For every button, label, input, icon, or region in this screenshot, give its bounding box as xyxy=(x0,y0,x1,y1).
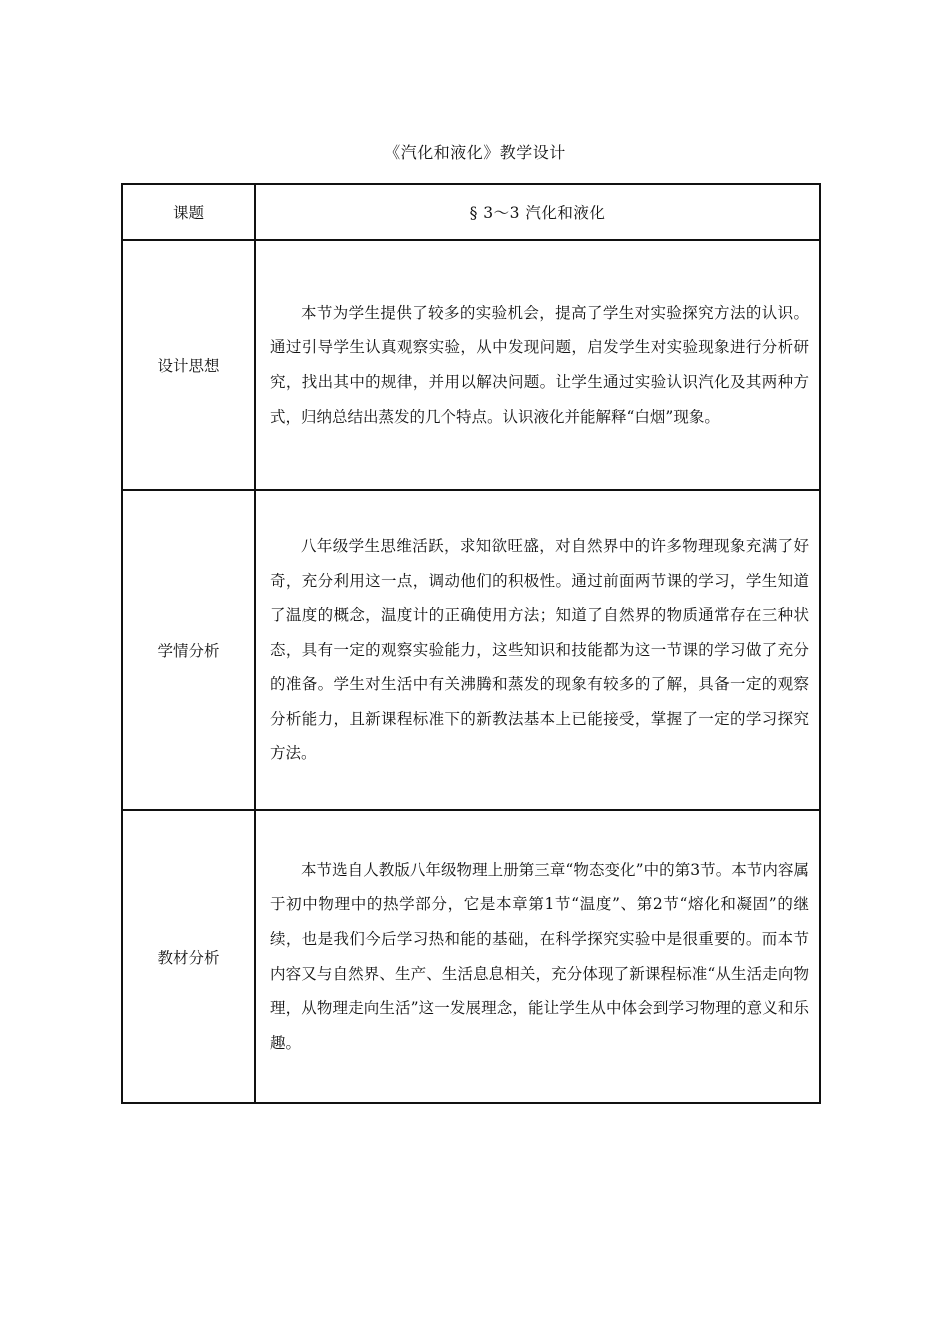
document-title: 《汽化和液化》教学设计 xyxy=(384,143,566,162)
material-analysis-text: 本节选自人教版八年级物理上册第三章“物态变化”中的第3节。本节内容属于初中物理中的热学部分，它是本章第1节“温度”、第2节“熔化和凝固”的继续，也是我们今后学习热和能的基础，在科学探究实验中是很重要的。而本节内容又与自然界、生产、生活息息相关，充分体现了新课程标准“从生活走向物理，从物理走向生活”这一发展理念，能让学生从中体会到学习物理的意义和乐趣。 xyxy=(255,810,820,1103)
design-idea-text: 本节为学生提供了较多的实验机会，提高了学生对实验探究方法的认识。通过引导学生认真观察实验，从中发现问题，启发学生对实验现象进行分析研究，找出其中的规律，并用以解决问题。让学生通过实验认识汽化及其两种方式，归纳总结出蒸发的几个特点。认识液化并能解释“白烟”现象。 xyxy=(255,240,820,490)
table-row-topic xyxy=(122,184,820,240)
table-row-material-analysis xyxy=(122,810,820,1103)
design-idea-label: 设计思想 xyxy=(122,240,255,490)
student-analysis-text: 八年级学生思维活跃，求知欲旺盛，对自然界中的许多物理现象充满了好奇，充分利用这一点，调动他们的积极性。通过前面两节课的学习，学生知道了温度的概念，温度计的正确使用方法；知道了自然界的物质通常存在三种状态，具有一定的观察实验能力，这些知识和技能都为这一节课的学习做了充分的准备。学生对生活中有关沸腾和蒸发的现象有较多的了解，具备一定的观察分析能力，且新课程标准下的新教法基本上已能接受，掌握了一定的学习探究方法。 xyxy=(255,490,820,810)
topic-value: § 3～3 汽化和液化 xyxy=(255,184,820,240)
student-analysis-label: 学情分析 xyxy=(122,490,255,810)
topic-label: 课题 xyxy=(122,184,255,240)
table-row-student-analysis xyxy=(122,490,820,810)
table-row-design-idea xyxy=(122,240,820,490)
material-analysis-label: 教材分析 xyxy=(122,810,255,1103)
lesson-plan-table xyxy=(121,183,821,1104)
